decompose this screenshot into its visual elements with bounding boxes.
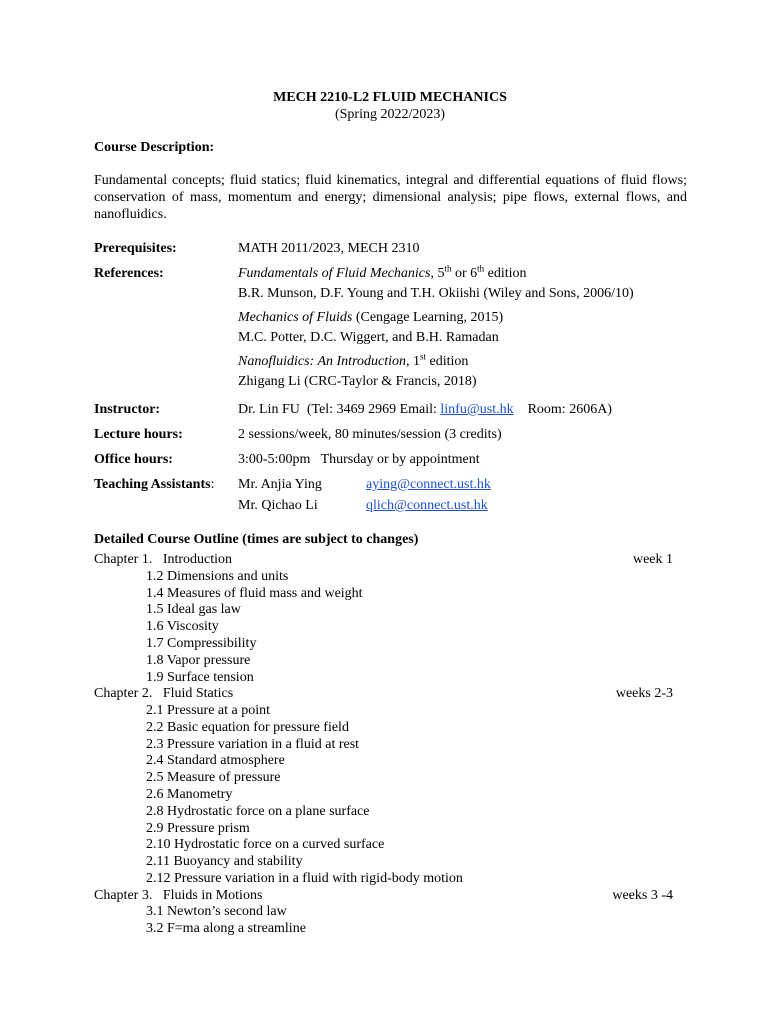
list-item: 2.10 Hydrostatic force on a curved surface xyxy=(146,837,385,852)
ta-1-email-link[interactable]: aying@connect.ust.hk xyxy=(366,477,491,492)
list-item: 3.1 Newton’s second law xyxy=(146,904,287,919)
reference-3-title: Nanofluidics: An Introduction xyxy=(238,354,406,369)
ta-2-name: Mr. Qichao Li xyxy=(238,498,318,513)
list-item: 1.7 Compressibility xyxy=(146,636,257,651)
course-description-text: Fundamental concepts; fluid statics; fluid kinematics, integral and differential equations of fluid flows; conservation of mass, momentum and energy; dimensional analysis; pipe flows, external flows, and nanofluidics. xyxy=(94,173,687,222)
chapter-2-weeks: weeks 2-3 xyxy=(615,686,673,701)
reference-1-title-line: Fundamentals of Fluid Mechanics, 5th or 6th edition xyxy=(238,263,527,281)
outline-heading: Detailed Course Outline (times are subject to changes) xyxy=(94,532,419,547)
list-item: 1.9 Surface tension xyxy=(146,670,254,685)
reference-2-title-line: Mechanics of Fluids (Cengage Learning, 2015) xyxy=(238,310,504,325)
instructor-info: Dr. Lin FU (Tel: 3469 2969 Email: linfu@ust.hk Room: 2606A) xyxy=(238,402,612,417)
list-item: 2.6 Manometry xyxy=(146,787,233,802)
reference-3-title-line: Nanofluidics: An Introduction, 1st edition xyxy=(238,351,469,369)
prerequisites-label: Prerequisites: xyxy=(94,241,177,256)
list-item: 2.11 Buoyancy and stability xyxy=(146,854,303,869)
instructor-label: Instructor: xyxy=(94,402,161,417)
list-item: 1.2 Dimensions and units xyxy=(146,569,289,584)
teaching-assistants-label: Teaching Assistants: xyxy=(94,477,215,492)
chapter-2-title: Chapter 2. Fluid Statics xyxy=(94,686,234,701)
course-description-heading: Course Description: xyxy=(94,140,215,155)
reference-2-title: Mechanics of Fluids xyxy=(238,310,353,325)
list-item: 2.12 Pressure variation in a fluid with rigid-body motion xyxy=(146,871,463,886)
ta-2-email-link[interactable]: qlich@connect.ust.hk xyxy=(366,498,488,513)
office-hours-label: Office hours: xyxy=(94,452,173,467)
chapter-1-weeks: week 1 xyxy=(632,552,673,567)
chapter-3-title: Chapter 3. Fluids in Motions xyxy=(94,888,263,903)
instructor-email-link[interactable]: linfu@ust.hk xyxy=(440,402,514,417)
list-item: 2.5 Measure of pressure xyxy=(146,770,281,785)
list-item: 1.5 Ideal gas law xyxy=(146,602,241,617)
lecture-hours-value: 2 sessions/week, 80 minutes/session (3 credits) xyxy=(238,427,502,442)
chapter-1-title: Chapter 1. Introduction xyxy=(94,552,233,567)
list-item: 1.6 Viscosity xyxy=(146,619,219,634)
reference-2-authors: M.C. Potter, D.C. Wiggert, and B.H. Ramadan xyxy=(238,330,499,345)
list-item: 2.2 Basic equation for pressure field xyxy=(146,720,349,735)
list-item: 2.4 Standard atmosphere xyxy=(146,753,285,768)
list-item: 2.3 Pressure variation in a fluid at rest xyxy=(146,737,360,752)
list-item: 2.1 Pressure at a point xyxy=(146,703,271,718)
list-item: 3.2 F=ma along a streamline xyxy=(146,921,306,936)
reference-3-authors: Zhigang Li (CRC-Taylor & Francis, 2018) xyxy=(238,374,477,389)
list-item: 2.9 Pressure prism xyxy=(146,821,250,836)
reference-1-authors: B.R. Munson, D.F. Young and T.H. Okiishi (Wiley and Sons, 2006/10) xyxy=(238,286,634,301)
list-item: 1.4 Measures of fluid mass and weight xyxy=(146,586,363,601)
lecture-hours-label: Lecture hours: xyxy=(94,427,183,442)
office-hours-value: 3:00-5:00pm Thursday or by appointment xyxy=(238,452,480,467)
list-item: 1.8 Vapor pressure xyxy=(146,653,251,668)
list-item: 2.8 Hydrostatic force on a plane surface xyxy=(146,804,370,819)
references-label: References: xyxy=(94,266,164,281)
ta-1-name: Mr. Anjia Ying xyxy=(238,477,322,492)
course-title: MECH 2210-L2 FLUID MECHANICS xyxy=(273,90,507,105)
course-term: (Spring 2022/2023) xyxy=(334,107,446,122)
prerequisites-value: MATH 2011/2023, MECH 2310 xyxy=(238,241,420,256)
reference-1-title: Fundamentals of Fluid Mechanics xyxy=(238,266,431,281)
chapter-3-weeks: weeks 3 -4 xyxy=(612,888,673,903)
